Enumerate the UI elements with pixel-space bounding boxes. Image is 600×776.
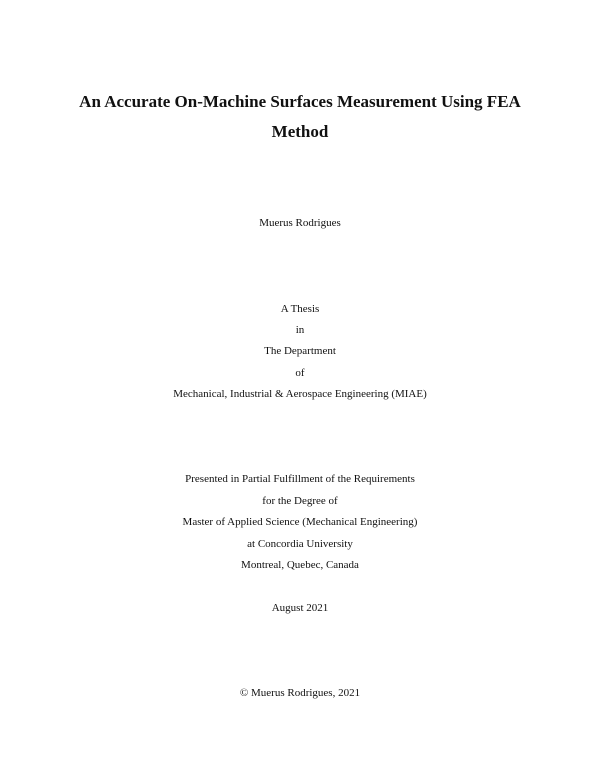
thesis-label: A Thesis [280,303,320,315]
degree-of-label: for the Degree of [262,495,338,507]
university-name: at Concordia University [247,538,353,550]
of-label: of [295,367,305,379]
copyright-notice: © Muerus Rodrigues, 2021 [239,687,361,699]
fulfillment-statement: Presented in Partial Fulfillment of the Requirements [185,473,415,485]
author-name: Muerus Rodrigues [259,217,341,229]
in-label: in [295,324,305,336]
department-name: Mechanical, Industrial & Aerospace Engineering (MIAE) [173,388,427,400]
department-label: The Department [264,345,336,357]
thesis-title-line-2: Method [271,122,329,141]
submission-date: August 2021 [271,602,329,614]
location: Montreal, Quebec, Canada [241,559,359,571]
degree-name: Master of Applied Science (Mechanical Engineering) [182,516,418,528]
thesis-title-line-1: An Accurate On-Machine Surfaces Measurement Using FEA [79,92,521,111]
